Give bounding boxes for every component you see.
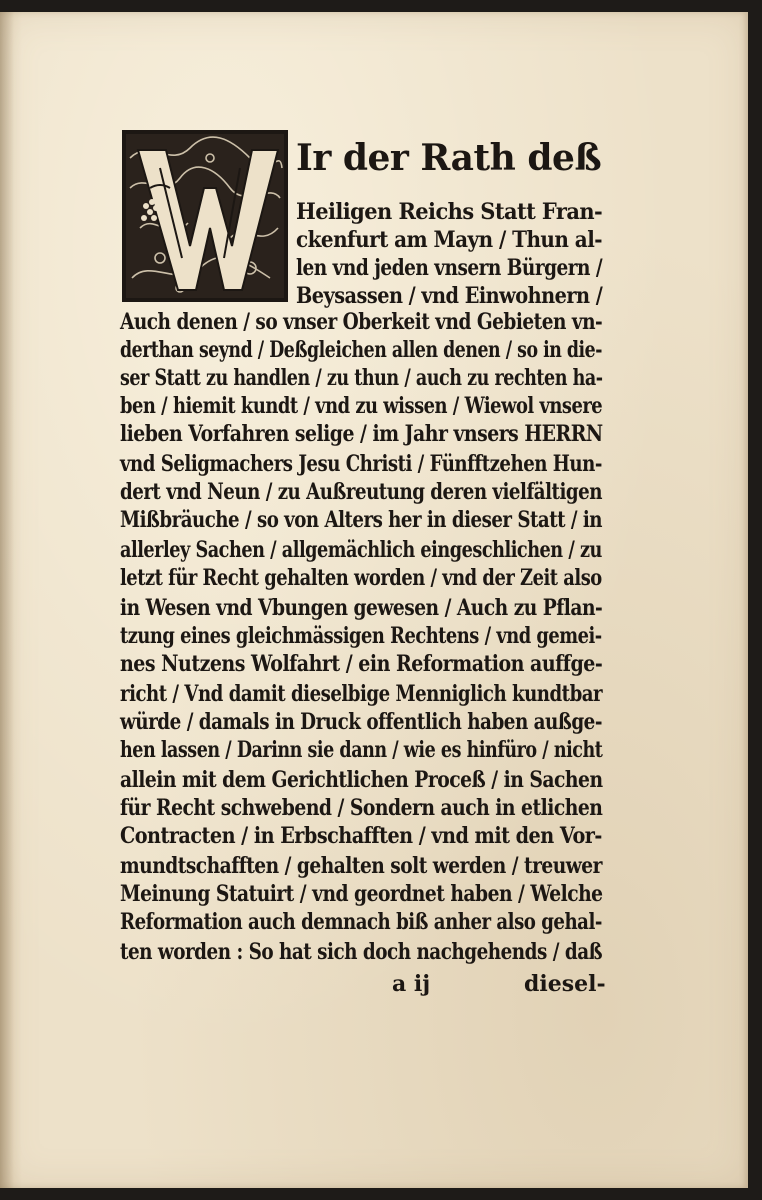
text-line-1: Ir der Rath deß [296,137,602,179]
text-line-16: in Wesen vnd Vbungen gewesen / Auch zu Pflan- [120,595,603,621]
text-line-2: Heiligen Reichs Statt Fran- [296,199,603,225]
text-line-11: vnd Seligmachers Jesu Christi / Fünfftzehen Hun- [120,451,602,477]
text-line-9: ben / hiemit kundt / vnd zu wissen / Wiewol vnsere [120,393,603,419]
text-line-24: Contracten / in Erbschafften / vnd mit den Vor- [120,823,602,849]
text-line-4: len vnd jeden vnsern Bürgern / [296,255,603,281]
text-line-27: Reformation auch demnach biß anher also gehal- [120,909,602,935]
text-line-21: hen lassen / Darinn sie dann / wie es hinfüro / nicht [120,737,603,763]
signature-mark: a ij [392,971,431,997]
text-line-28: ten worden : So hat sich doch nachgehends / daß [120,939,603,965]
text-line-12: dert vnd Neun / zu Außreutung deren vielfältigen [120,479,602,505]
text-line-17: tzung eines gleichmässigen Rechtens / vnd gemei- [120,623,602,649]
text-line-5: Beysassen / vnd Einwohnern / [296,283,603,309]
text-line-15: letzt für Recht gehalten worden / vnd der Zeit also [120,565,602,591]
text-line-3: ckenfurt am Mayn / Thun al- [296,227,602,253]
text-line-8: ser Statt zu handlen / zu thun / auch zu rechten ha- [120,365,603,391]
text-line-14: allerley Sachen / allgemächlich eingeschlichen / zu [120,537,602,563]
text-line-18: nes Nutzens Wolfahrt / ein Reformation auffge- [120,651,603,677]
text-line-7: derthan seynd / Deßgleichen allen denen / so in die- [120,337,602,363]
page-gutter-shadow [0,12,14,1188]
text-line-26: Meinung Statuirt / vnd geordnet haben / Welche [120,881,603,907]
catchword: diesel- [524,971,606,997]
text-line-19: richt / Vnd damit dieselbige Menniglich kundtbar [120,681,603,707]
text-line-6: Auch denen / so vnser Oberkeit vnd Gebieten vn- [120,309,603,335]
text-line-25: mundtschafften / gehalten solt werden / treuwer [120,853,602,879]
text-line-13: Mißbräuche / so von Alters her in dieser Statt / in [120,507,602,533]
decorated-initial-w [120,128,290,304]
text-line-22: allein mit dem Gerichtlichen Proceß / in Sachen [120,767,603,793]
text-line-20: würde / damals in Druck offentlich haben außge- [120,709,602,735]
text-line-23: für Recht schwebend / Sondern auch in etlichen [120,795,603,821]
text-line-10: lieben Vorfahren selige / im Jahr vnsers HERRN [120,421,603,447]
